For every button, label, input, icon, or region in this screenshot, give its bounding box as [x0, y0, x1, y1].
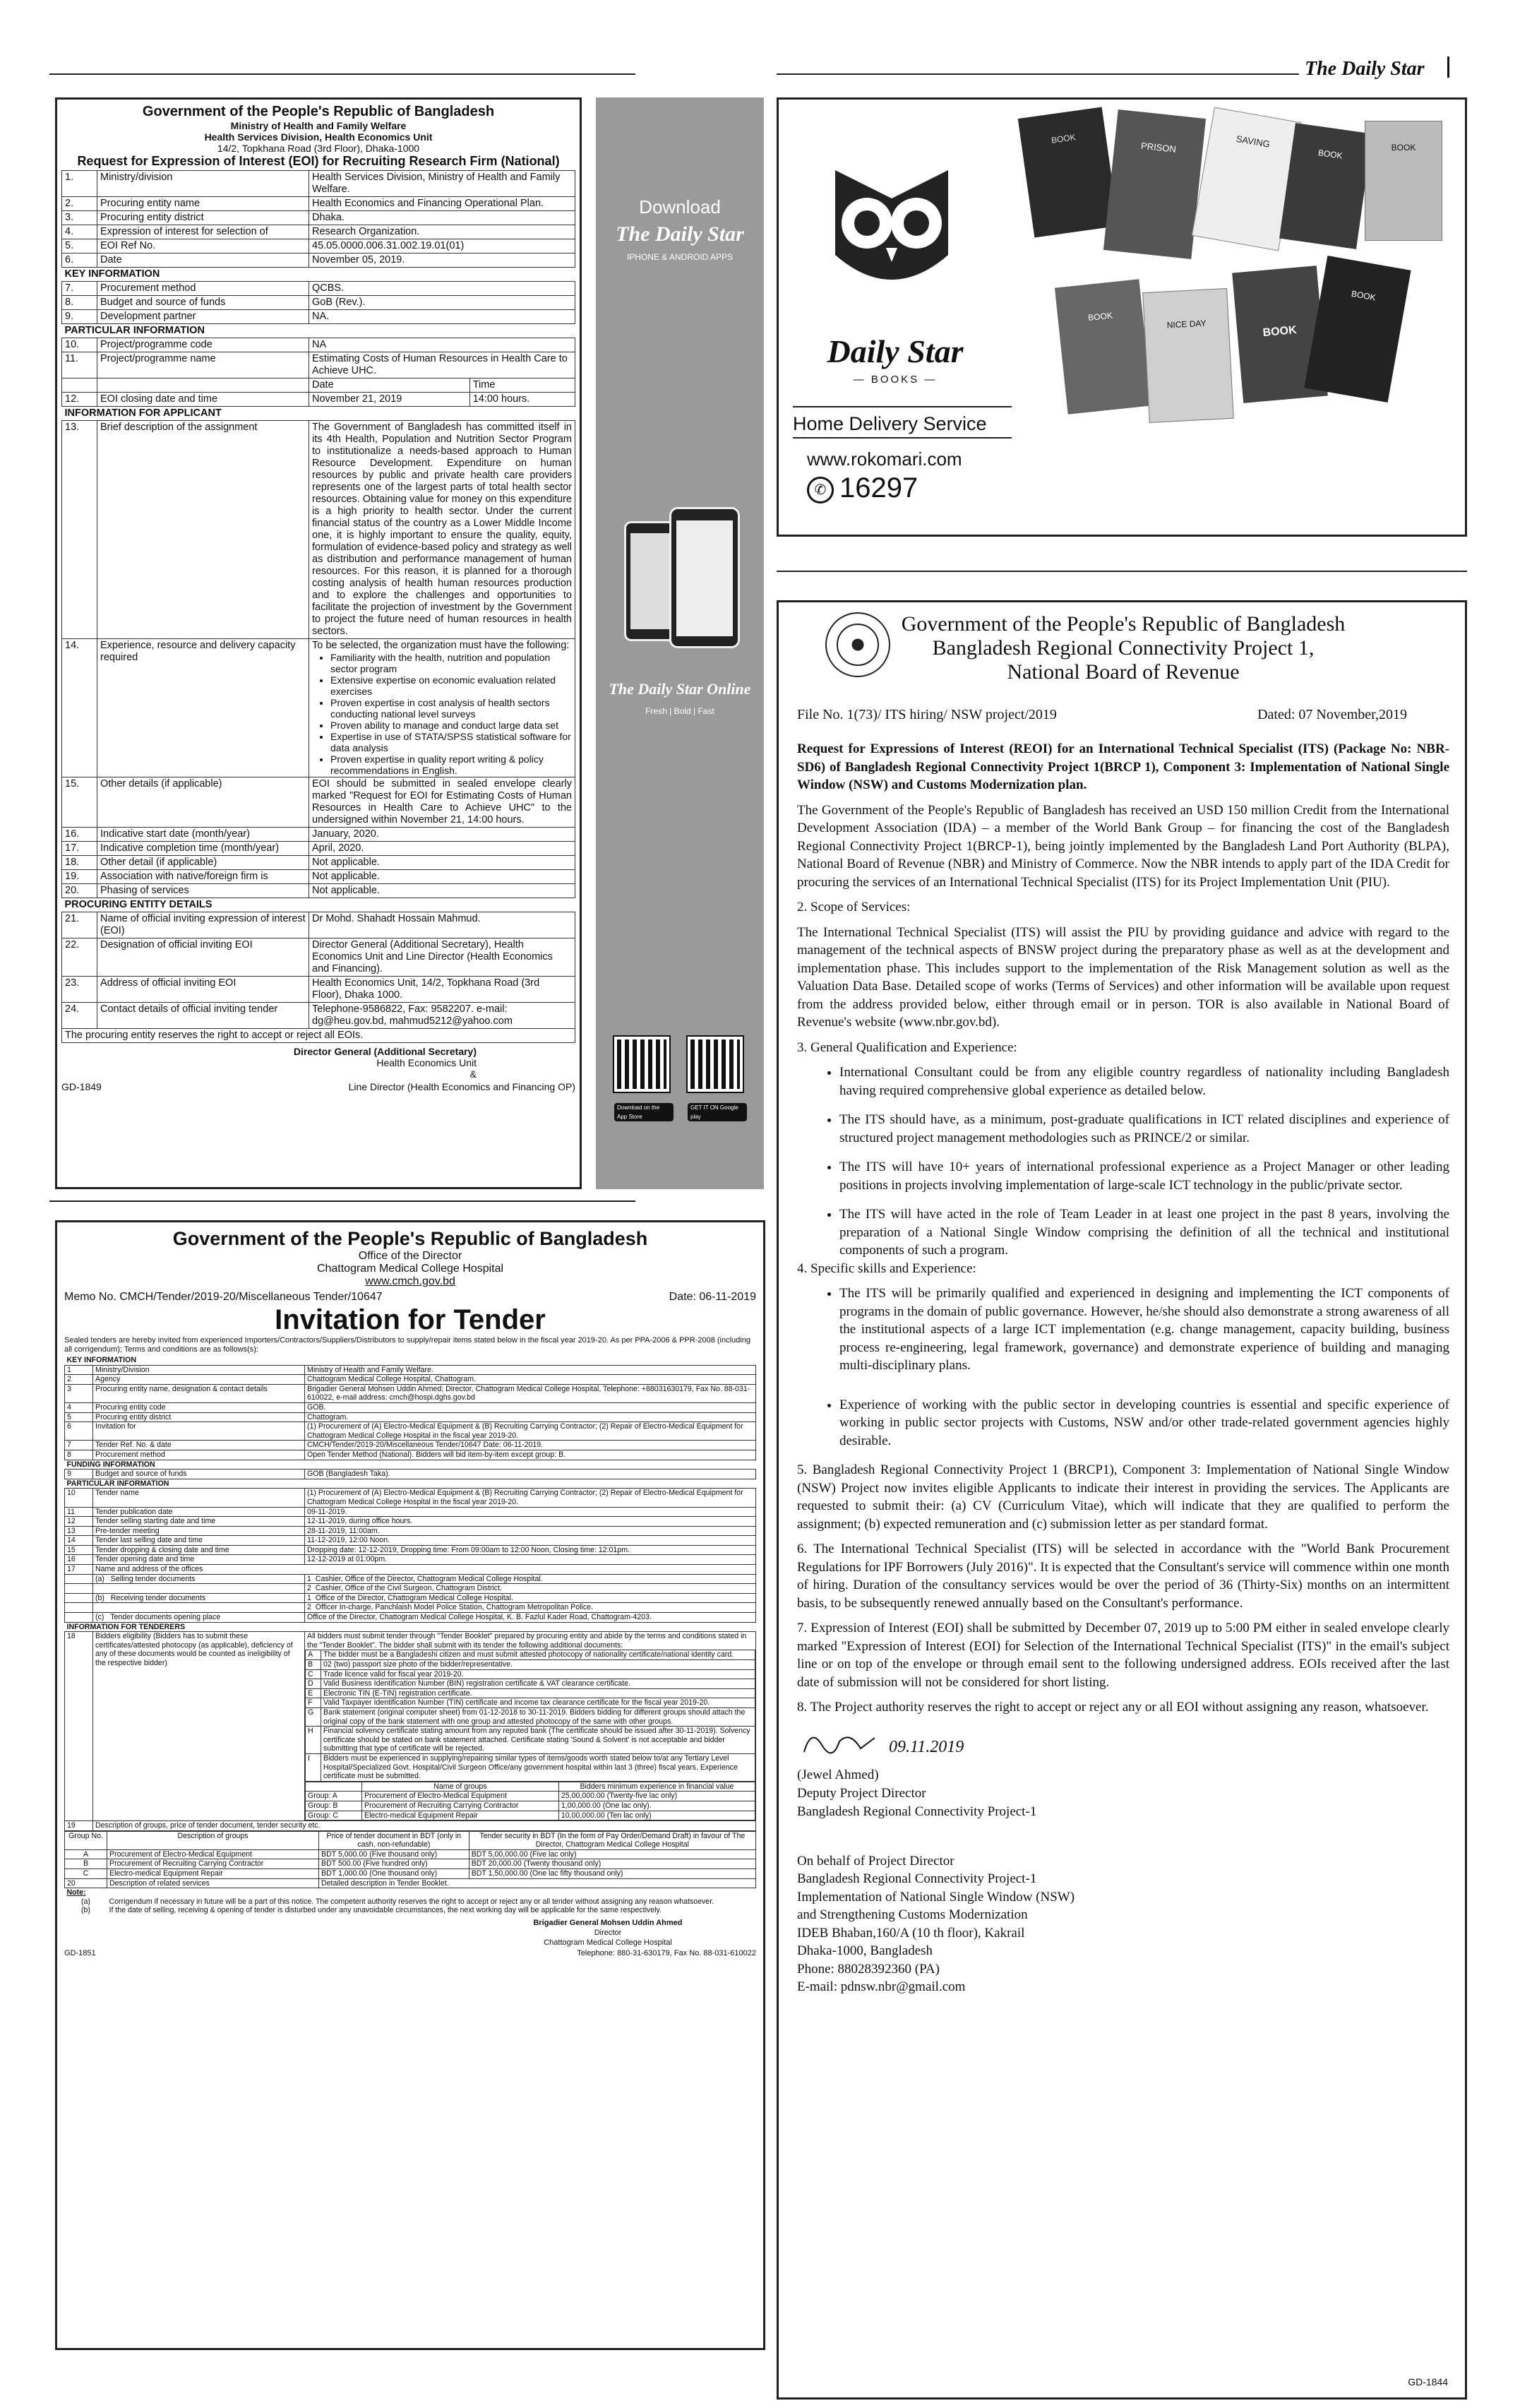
table-row: G Bank statement (original computer sheet) from 01-12-2018 to 30-11-2019. Bidders bidding for different groups should attach the original copy of the bank statement with one group and attested photocopy of the same with other groups.: [306, 1707, 755, 1726]
masthead-title: The Daily Star: [1305, 58, 1425, 80]
book-cover: SAVING: [1192, 107, 1301, 251]
table-row: 2 Agency Chattogram Medical College Hospital, Chattogram.: [65, 1375, 756, 1385]
ad2-footer: GD-1851 Telephone: 880-31-630179, Fax No. 88-031-610022: [64, 1949, 756, 1958]
promo-apps: IPHONE & ANDROID APPS: [626, 252, 734, 262]
top-rule-left: [49, 73, 635, 75]
ad3-scope-heading: 2. Scope of Services:: [797, 900, 911, 914]
book-cover: BOOK: [1279, 123, 1372, 249]
list-item: • Extensive expertise on economic evaluation related exercises: [330, 674, 572, 697]
owl-logo-icon: [821, 156, 962, 297]
table-row: 9. Development partner NA.: [62, 310, 575, 324]
table-row: 14 Tender last selling date and time 11-12-2019, 12:00 Noon.: [65, 1536, 756, 1546]
books-sub: — BOOKS —: [853, 374, 938, 386]
section-rule: [777, 571, 1467, 572]
list-item: • Experience of working with the public sector in developing countries is essential and specific experience of working in public sector projects with Customs, NSW and/or other trade-related government agencies highly desirable.: [839, 1396, 1449, 1450]
promo-tagline: Fresh | Bold | Fast: [645, 706, 714, 716]
gd-code: GD-1849: [61, 1081, 102, 1092]
ad3-para7: 7. Expression of Interest (EOI) shall be submitted by December 07, 2019 up to 5:00 PM either in sealed envelope clearly marked "Expression of Interest (EOI) for Selection of the International Technical Specialist (ITS)" in the email's subject line or on top of the envelope or through email sent to the following undersigned address. EOIs received after the last date of submission will not be considered for short listing.: [797, 1621, 1449, 1690]
list-item: • Expertise in use of STATA/SPSS statistical software for data analysis: [330, 731, 572, 753]
ad2-office: Office of the Director: [358, 1250, 462, 1262]
table-row: 18 Bidders eligibility (Bidders has to submit these certificates/attested photocopy (as applicable), deficiency of any of these documents would be counted as ineligibility of the respective bidder) All bidders must submit tender through "Tender Booklet" prepared by procuring entity and abide by the terms and conditions stated in the "Tender Booklet". The bidder shall submit with its tender the following additional documents: A The bidder must be a Bangladeshi citizen and must submit attested photocopy of nationality certificate/national identity card. B 02 (two) passport size photo of the bidder/representative. C Trade licence valid for fiscal year 2019-20. D Valid Business Identification Number (BIN) registration certificate & VAT clearance certificate. E Electronic TIN (E-TIN) registration certificate. F Valid Taxpayer Identification Number (TIN) certificate and income tax clearance certificate for the fiscal year 2019-20. G Bank statement (original computer sheet) from 01-12-2018 to 30-11-2019. Bidders bidding for different groups should attach the original copy of the bank statement with one group and attested photocopy of the same with other groups. H Financial solvency certificate stating amount from any reputed bank (The certificate should be issued after 30-11-2019). Solvency certificate should be stated on bank statement attached. Certificate stating 'Sound & Solvent' is not acceptable and bidder submitting that type of certificate will be rejected. I Bidders must be experienced in supplying/repairing similar types of items/goods worth stated below to/at any Tertiary Level Hospital/Specialized Govt. Hospital/Civil Surgeon Office/any government hospital within last 3 (three) fiscal years. Experience certificate must be submitted. Name of groups Bidders minimum experience in financial value Group: A Procurement of Electro-Medical Equipment 25,00,000.00 (Twenty-five lac only) Group: B Procurement of Recruiting Carrying Contractor 1,00,000.00 (One lac only). Group: C Electro-medical Equipment Repair 10,00,000.00 (Ten lac only): [65, 1632, 756, 1821]
list-item: • Proven expertise in cost analysis of health sectors conducting national level surveys: [330, 697, 572, 720]
table-row: 5. EOI Ref No. 45.05.0000.006.31.002.19.01(01): [62, 239, 575, 254]
table-row: 10 Tender name (1) Procurement of (A) Electro-Medical Equipment & (B) Recruiting Carrying Contractor; (2) Repair of Electro-Medical Equipment for Chattogram Medical College Hospital in the fiscal year 2019-20.: [65, 1489, 756, 1507]
book-cover: BOOK: [1018, 107, 1118, 237]
book-cover: BOOK: [1232, 266, 1328, 403]
handwritten-signature: [797, 1724, 882, 1766]
books-brand: Daily Star: [827, 333, 964, 369]
table-row: A The bidder must be a Bangladeshi citizen and must submit attested photocopy of nationality certificate/national identity card.: [306, 1650, 755, 1660]
table-row: I Bidders must be experienced in supplying/repairing similar types of items/goods worth stated below to/at any Tertiary Level Hospital/Specialized Govt. Hospital/Civil Surgeon Office/any government hospital within last 3 (three) fiscal years. Experience certificate must be submitted.: [306, 1753, 755, 1781]
book-cover: PRISON: [1103, 109, 1206, 259]
ad1-title: Request for Expression of Interest (EOI) for Recruiting Research Firm (National): [77, 154, 560, 168]
table-row: C Electro-medical Equipment Repair BDT 1,000.00 (One thousand only) BDT 1,50,000.00 (One lac fifty thousand only): [65, 1869, 756, 1879]
list-item: • The ITS will have acted in the role of Team Leader in at least one project in the past 8 years, involving the preparation of a National Single Window comprising the definition of all the technical and institutional components of such a program.: [839, 1205, 1449, 1260]
ad2-table: KEY INFORMATION 1 Ministry/Division Ministry of Health and Family Welfare. 2 Agency Chattogram Medical College Hospital, Chattogram. 3 Procuring entity name, designation & contact details Brigadier General Mohsen Uddin Ahmed; Director, Chattogram Medical College Hospital, Telephone: +88031630179, Fax No. 88-031-610022, e-mail address: cmch@hospi.dghs.gov.bd 4 Procuring entity code GOB. 5 Procuring entity district Chattogram. 6 Invitation for (1) Procurement of (A) Electro-Medical Equipment & (B) Recruiting Carrying Contractor; (2) Repair of Electro-Medical Equipment for Chattogram Medical College Hospital in the fiscal year 2019-20. 7 Tender Ref. No. & date CMCH/Tender/2019-20/Miscellaneous Tender/10647 Date: 06-11-2019. 8 Procurement method Open Tender Method (National). Bidders will bid item-by-item except group: B. FUNDING INFORMATION 9 Budget and source of funds GOB (Bangladesh Taka). PARTICULAR INFORMATION 10 Tender name (1) Procurement of (A) Electro-Medical Equipment & (B) Recruiting Carrying Contractor; (2) Repair of Electro-Medical Equipment for Chattogram Medical College Hospital in the fiscal year 2019-20. 11 Tender publication date 09-11-2019. 12 Tender selling starting date and time 12-11-2019, during office hours. 13 Pre-tender meeting 28-11-2019, 11:00am. 14 Tender last selling date and time 11-12-2019, 12:00 Noon. 15 Tender dropping & closing date and time Dropping date: 12-12-2019, Dropping time: From 09:00am to 12:00 Noon, Closing time: 12:01pm. 16 Tender opening date and time 12-12-2019 at 01:00pm. 17 Name and address of the offices (a) Selling tender documents 1 Cashier, Office of the Director, Chattogram Medical College Hospital. 2 Cashier, Office of the Civil Surgeon, Chattogram District. (b) Receiving tender documents 1 Office of the Director, Chattogram Medical College Hospital. 2 Officer In-charge, Panchlaish Model Police Station, Chattogram Metropolitan Police. (c) Tender documents opening place Office of the Director, Chattogram Medical College Hospital, K. B. Fazlul Kader Road, Chattogram-4203. INFORMATION FOR TENDERERS 18 Bidders eligibility (Bidders has to submit these certificates/attested photocopy (as applicable), deficiency of any of these documents would be counted as ineligibility of the respective bidder) All bidders must submit tender through "Tender Booklet" prepared by procuring entity and abide by the terms and conditions stated in the "Tender Booklet". The bidder shall submit with its tender the following additional documents: A The bidder must be a Bangladeshi citizen and must submit attested photocopy of nationality certificate/national identity card. B 02 (two) passport size photo of the bidder/representative. C Trade licence valid for fiscal year 2019-20. D Valid Business Identification Number (BIN) registration certificate & VAT clearance certificate. E Electronic TIN (E-TIN) registration certificate. F Valid Taxpayer Identification Number (TIN) certificate and income tax clearance certificate for the fiscal year 2019-20. G Bank statement (original computer sheet) from 01-12-2018 to 30-11-2019. Bidders bidding for different groups should attach the original copy of the bank statement with one group and attested photocopy of the same with other groups. H Financial solvency certificate stating amount from any reputed bank (The certificate should be issued after 30-11-2019). Solvency certificate should be stated on bank statement attached. Certificate stating 'Sound & Solvent' is not acceptable and bidder submitting that type of certificate will be rejected. I Bidders must be experienced in supplying/repairing similar types of items/goods worth stated below to/at any Tertiary Level Hospital/Specialized Govt. Hospital/Civil Surgeon Office/any government hospital within last 3 (three) fiscal years. Experience certificate must be submitted. Name of groups Bidders minimum experience in financial value Group: A Procurement of Electro-Medical Equipment 25,00,000.00 (Twenty-five lac only) Group: B Procurement of Recruiting Carrying Contractor 1,00,000.00 (One lac only). Group: C Electro-medical Equipment Repair 10,00,000.00 (Ten lac only) 19 Description of groups, price of tender document, tender security etc.: [64, 1356, 756, 1831]
ad3-file-line: File No. 1(73)/ ITS hiring/ NSW project/2019 Dated: 07 November,2019: [797, 707, 1407, 722]
ad1-address: 14/2, Topkhana Road (3rd Floor), Dhaka-1000: [217, 143, 420, 154]
experience-list: [330, 652, 572, 776]
table-row: F Valid Taxpayer Identification Number (TIN) certificate and income tax clearance certificate for the fiscal year 2019-20.: [306, 1698, 755, 1708]
gd-code: GD-1851: [64, 1949, 96, 1958]
ad2-signature: Brigadier General Mohsen Uddin Ahmed Director Chattogram Medical College Hospital: [533, 1919, 683, 1948]
list-item: • International Consultant could be from any eligible country regardless of nationality including Bangladesh having required comprehensive global experience as detailed below.: [839, 1063, 1449, 1099]
ad3-skills-heading: 4. Specific skills and Experience:: [797, 1260, 976, 1276]
ad2-title: Invitation for Tender: [275, 1304, 546, 1335]
section-rule: [49, 1200, 635, 1202]
ad3-para1: The Government of the People's Republic of Bangladesh has received an USD 150 million Credit from the International Development Association (IDA) – a member of the World Bank Group – for financing the cost of the Bangladesh Regional Connectivity Project 1(BRCP-1), being jointly implemented by the Bangladesh Land Port Authority (BLPA), National Board of Revenue (NBR) and Ministry of Commerce. Now the NBR intends to apply part of the IDA Credit for procuring the services of an International Technical Specialist (ITS) for its Project Implementation Unit (PIU).: [797, 802, 1449, 890]
table-row: 24. Contact details of official inviting tender Telephone-9586822, Fax: 9582207. e-mail: dg@heu.gov.bd, mahmud5212@yahoo.com: [62, 1003, 575, 1029]
daily-star-books-ad[interactable]: [777, 97, 1467, 537]
table-row: 6. Date November 05, 2019.: [62, 254, 575, 268]
table-row: 13 Pre-tender meeting 28-11-2019, 11:00am.: [65, 1526, 756, 1536]
ad3-para8: 8. The Project authority reserves the right to accept or reject any or all EOI without assigning any reason, whatsoever.: [797, 1700, 1429, 1715]
table-row: 21. Name of official inviting expression of interest (EOI) Dr Mohd. Shahadt Hossain Mahmud.: [62, 912, 575, 938]
top-rule-right: [777, 73, 1299, 75]
table-row: H Financial solvency certificate stating amount from any reputed bank (The certificate should be issued after 30-11-2019). Solvency certificate should be stated on bank statement attached. Certificate stating 'Sound & Solvent' is not acceptable and bidder submitting that type of certificate will be rejected.: [306, 1727, 755, 1754]
table-row: 11 Tender publication date 09-11-2019.: [65, 1507, 756, 1517]
table-row: 20 Description of related services Detailed description in Tender Booklet.: [65, 1878, 756, 1888]
books-service: Home Delivery Service: [793, 413, 987, 434]
ad2-website[interactable]: www.cmch.gov.bd: [365, 1275, 455, 1287]
table-row: 15 Tender dropping & closing date and time Dropping date: 12-12-2019, Dropping time: From 09:00am to 12:00 Noon, Closing time: 12:01pm.: [65, 1545, 756, 1555]
ad3-signer: (Jewel Ahmed) Deputy Project Director Bangladesh Regional Connectivity Project-1: [797, 1767, 1037, 1819]
ad3-address: On behalf of Project Director Bangladesh Regional Connectivity Project-1 Implementation of National Single Window (NSW) and Strengthening Customs Modernization IDEB Bhaban,160/A (10 th floor), Kakrail Dhaka-1000, Bangladesh Phone: 88028392360 (PA) E-mail: pdnsw.nbr@gmail.com: [797, 1852, 1449, 1996]
table-row: 8 Procurement method Open Tender Method (National). Bidders will bid item-by-item except group: B.: [65, 1450, 756, 1460]
masthead-bar: [1447, 56, 1449, 78]
reoi-nbr-ad: [777, 600, 1467, 2400]
table-row: 3 Procuring entity name, designation & contact details Brigadier General Mohsen Uddin Ahmed; Director, Chattogram Medical College Hospital, Telephone: +88031630179, Fax No. 88-031-610022, e-mail address: cmch@hospi.dghs.gov.bd: [65, 1384, 756, 1402]
list-item: • The ITS will have 10+ years of international professional experience as a Project Manager or other leading positions in projects involving implementation of large-scale ICT technology in the public/private sector.: [839, 1158, 1449, 1194]
table-row: 19 Description of groups, price of tender document, tender security etc.: [65, 1821, 756, 1831]
ad1-ministry: Ministry of Health and Family Welfare: [230, 120, 407, 131]
table-row: 3. Procuring entity district Dhaka.: [62, 211, 575, 225]
table-row: 1 Ministry/Division Ministry of Health and Family Welfare.: [65, 1365, 756, 1375]
ad1-table: [61, 170, 575, 1043]
qr-code-ios[interactable]: [614, 1037, 669, 1092]
list-item: • The ITS should have, as a minimum, post-graduate qualifications in ICT related disciplines and experience of structured project management methodologies such as PRINCE/2 or similar.: [839, 1111, 1449, 1147]
table-row: Group: A Procurement of Electro-Medical Equipment 25,00,000.00 (Twenty-five lac only): [306, 1792, 755, 1801]
table-row: 20. Phasing of services Not applicable.: [62, 884, 575, 898]
table-row: 18. Other detail (if applicable) Not applicable.: [62, 856, 575, 870]
ad1-gov: Government of the People's Republic of Bangladesh: [142, 104, 495, 119]
table-row: 16. Indicative start date (month/year) January, 2020.: [62, 828, 575, 842]
app-store-badge[interactable]: Download on the App Store: [614, 1103, 674, 1121]
table-row: (a) Corrigendum if necessary in future will be a part of this notice. The competent authority reserves the right to accept or reject any or all tender without assigning any reason whatsoever.: [81, 1897, 714, 1906]
ad3-qualification-heading: 3. General Qualification and Experience:: [797, 1039, 1017, 1055]
skills-list: [839, 1285, 1449, 1450]
books-phone[interactable]: 16297: [839, 472, 918, 503]
table-row: 4. Expression of interest for selection of Research Organization.: [62, 225, 575, 239]
phone-call-icon: ✆: [807, 477, 834, 503]
list-item: • Familiarity with the health, nutrition and population sector program: [330, 652, 572, 674]
invitation-for-tender-ad: [55, 1220, 765, 2350]
table-row: 10. Project/programme code NA: [62, 338, 575, 352]
signature-block: [797, 1724, 1449, 1766]
promo-brand: The Daily Star: [616, 222, 744, 246]
table-row: Name of groups Bidders minimum experience in financial value: [306, 1782, 755, 1792]
eligibility-table: [305, 1650, 755, 1781]
ad2-intro: Sealed tenders are hereby invited from experienced Importers/Contractors/Suppliers/Distributors to supply/repair items stated below in the fiscal year 2019-20. As per PPA-2006 & PPR-2008 (including all corrigendum); Terms and conditions are as follows(s):: [64, 1336, 750, 1354]
table-row: (a) Selling tender documents 1 Cashier, Office of the Director, Chattogram Medical College Hospital.: [65, 1574, 756, 1584]
ad3-para6: 6. The International Technical Specialist (ITS) will be selected in accordance with the "World Bank Procurement Regulations for IPF Borrowers (July 2016)". It is expected that the Consultant's service will commence within one month of hiring. Duration of the consultancy services would be over the period of 36 (Thirty-Six) months on an intermittent basis, to be subsequently renewed annually based on the Consultant's performance.: [797, 1542, 1449, 1611]
table-row: 2 Officer In-charge, Panchlaish Model Police Station, Chattogram Metropolitan Police.: [65, 1603, 756, 1613]
table-row: 19. Association with native/foreign firm is Not applicable.: [62, 870, 575, 884]
ad3-project: Bangladesh Regional Connectivity Project 1,: [932, 636, 1315, 660]
book-cover: NICE DAY: [1142, 288, 1234, 423]
table-row: 12. EOI closing date and time November 21, 2019 14:00 hours.: [62, 393, 575, 407]
table-row: (b) Receiving tender documents 1 Office of the Director, Chattogram Medical College Hospital.: [65, 1593, 756, 1603]
table-row: A Procurement of Electro-Medical Equipment BDT 5,000.00 (Five thousand only) BDT 5,00,000.00 (Five lac only): [65, 1849, 756, 1859]
ad2-memo-line: Memo No. CMCH/Tender/2019-20/Miscellaneous Tender/10647 Date: 06-11-2019: [64, 1291, 756, 1303]
table-row: 23. Address of official inviting EOI Health Economics Unit, 14/2, Topkhana Road (3rd Floor), Dhaka 1000.: [62, 977, 575, 1003]
table-row: Group No. Description of groups Price of tender document in BDT (only in cash, non-refundable) Tender security in BDT (In the form of Pay Order/Demand Draft) in favour of The Director, Chattogram Medical College Hospital: [65, 1831, 756, 1849]
gd-code: GD-1844: [1408, 2376, 1448, 2388]
ad3-para5: 5. Bangladesh Regional Connectivity Project 1 (BRCP1), Component 3: Implementation of National Single Window (NSW) Project now invites eligible Applicants to indicate their interest in providing the services. The Applicants are requested to submit their: (a) CV (Curriculum Vitae), which will indicate that they are qualified to perform the assignment; (b) expected remuneration and (c) submission letter as per standard format.: [797, 1462, 1449, 1532]
promo-online: The Daily Star Online: [609, 680, 751, 698]
table-row: (b) If the date of selling, receiving & opening of tender is disturbed under any unavoidable circumstances, the next working day will be applicable for the same respectively.: [81, 1906, 662, 1915]
divider: [793, 437, 1012, 439]
table-row: 9 Budget and source of funds GOB (Bangladesh Taka).: [65, 1470, 756, 1479]
qr-code-android[interactable]: [688, 1037, 743, 1092]
phone-icon: [669, 507, 740, 648]
contact-email[interactable]: E-mail: pdnsw.nbr@gmail.com: [797, 1979, 966, 1994]
ad2-hospital: Chattogram Medical College Hospital: [316, 1263, 504, 1275]
books-site[interactable]: www.rokomari.com: [807, 448, 962, 470]
book-cover: BOOK: [1055, 279, 1152, 415]
ad1-division: Health Services Division, Health Economics Unit: [204, 131, 433, 143]
google-play-badge[interactable]: GET IT ON Google play: [688, 1103, 747, 1121]
ad3-gov: Government of the People's Republic of Bangladesh: [901, 612, 1346, 636]
ad1-footer: GD-1849 Line Director (Health Economics and Financing OP): [61, 1081, 575, 1092]
ad1-signature: Director General (Additional Secretary) Health Economics Unit &: [293, 1046, 477, 1080]
section-heading: PARTICULAR INFORMATION: [64, 325, 205, 336]
promo-download: Download: [639, 196, 721, 217]
table-row: (c) Tender documents opening place Office of the Director, Chattogram Medical College Hospital, K. B. Fazlul Kader Road, Chattogram-4203.: [65, 1613, 756, 1623]
table-row: Date Time: [62, 379, 575, 393]
ad3-para2: The International Technical Specialist (ITS) will assist the PIU by providing guidance and advice with regard to the management of the technical aspects of BNSW project during the preparatory phase as well as at the development and implementation phase. This includes support to the implementation of the Risk Management solution as well as the Valuation Data Base. Detailed scope of works (Terms of Services) and other information will be available upon request from the address provided below, either through email or in person. TOR is also available in National Board of Revenue's website (www.nbr.gov.bd).: [797, 924, 1449, 1030]
table-row: B Procurement of Recruiting Carrying Contractor BDT 500.00 (Five hundred only) BDT 20,000.00 (Twenty thousand only): [65, 1859, 756, 1869]
table-row: 13. Brief description of the assignment The Government of Bangladesh has committed itself in its 4th Health, Population and Nutrition Sector Program to institutionalize a needs-based approach to Human Resource Development. Expenditure on human resources by public and private health care providers represents one of the largest parts of total health sector resources. Obtaining value for money on this expenditure is a high priority to health sector. Under the current financial status of the country as a Lower Middle Income one, it is highly important to ensure the quality, equity, formulation of evidence-based policy and strategy as well as distribution and performance management of human resources. For this reason, it is planned for a thorough costing analysis of health human resources production and to explore the challenges and opportunities to facilitate the projection of investment by the Government to project the future need of human resources in health sectors.: [62, 421, 575, 639]
daily-star-app-promo[interactable]: [596, 97, 764, 1189]
ad3-board: National Board of Revenue: [1007, 660, 1240, 684]
table-row: 14. Experience, resource and delivery capacity required To be selected, the organization must have the following: • Familiarity with the health, nutrition and population sector program • Extensive expertise on economic evaluation related exercises • Proven expertise in cost analysis of health sectors conducting national level surveys • Proven ability to manage and conduct large data set • Expertise in use of STATA/SPSS statistical software for data analysis • Proven expertise in quality report writing & policy recommendations in English.: [62, 639, 575, 777]
table-row: 22. Designation of official inviting EOI Director General (Additional Secretary), Health Economics Unit and Line Director (Health Economics and Financing).: [62, 938, 575, 977]
table-row: 7. Procurement method QCBS.: [62, 282, 575, 296]
table-row: 1. Ministry/division Health Services Division, Ministry of Health and Family Welfare.: [62, 171, 575, 197]
table-row: 5 Procuring entity district Chattogram.: [65, 1412, 756, 1422]
table-row: 4 Procuring entity code GOB.: [65, 1402, 756, 1412]
section-heading: KEY INFORMATION: [64, 268, 160, 280]
divider: [793, 406, 1012, 407]
table-row: B 02 (two) passport size photo of the bidder/representative.: [306, 1660, 755, 1670]
bangladesh-emblem-icon: [825, 612, 890, 677]
table-row: 17 Name and address of the offices: [65, 1565, 756, 1575]
list-item: • Proven expertise in quality report writing & policy recommendations in English.: [330, 753, 572, 776]
group-experience-table: [305, 1782, 755, 1820]
table-row: C Trade licence valid for fiscal year 2019-20.: [306, 1669, 755, 1679]
list-item: • Proven ability to manage and conduct large data set: [330, 720, 572, 731]
table-row: 16 Tender opening date and time 12-12-2019 at 01:00pm.: [65, 1555, 756, 1565]
signature-date: 09.11.2019: [889, 1737, 964, 1756]
table-row: 2 Cashier, Office of the Civil Surgeon, Chattogram District.: [65, 1584, 756, 1594]
table-row: Group: B Procurement of Recruiting Carrying Contractor 1,00,000.00 (One lac only).: [306, 1801, 755, 1811]
list-item: • The ITS will be primarily qualified and experienced in designing and implementing the ICT components of programs in the domain of public governance. However, he/she should also demonstrate a strong awareness of all the institutional aspects of a large ICT implementation (e.g. change management, capacity building, business process re-engineering, legal framework, governance) and demonstrate experience of building and managing multi-disciplinary plans.: [839, 1285, 1449, 1375]
table-row: 7 Tender Ref. No. & date CMCH/Tender/2019-20/Miscellaneous Tender/10647 Date: 06-11-2019.: [65, 1441, 756, 1450]
table-row: Group: C Electro-medical Equipment Repair 10,00,000.00 (Ten lac only): [306, 1811, 755, 1820]
table-row: 17. Indicative completion time (month/year) April, 2020.: [62, 842, 575, 856]
reserve-note: The procuring entity reserves the right to accept or reject all EOIs.: [62, 1029, 575, 1043]
table-row: 12 Tender selling starting date and time 12-11-2019, during office hours.: [65, 1517, 756, 1527]
section-heading: INFORMATION FOR APPLICANT: [64, 407, 222, 419]
table-row: 2. Procuring entity name Health Economics and Financing Operational Plan.: [62, 197, 575, 211]
price-table: Group No. Description of groups Price of tender document in BDT (only in cash, non-refundable) Tender security in BDT (In the form of Pay Order/Demand Draft) in favour of The Director, Chattogram Medical College Hospital A Procurement of Electro-Medical Equipment BDT 5,000.00 (Five thousand only) BDT 5,00,000.00 (Five lac only) B Procurement of Recruiting Carrying Contractor BDT 500.00 (Five hundred only) BDT 20,000.00 (Twenty thousand only) C Electro-medical Equipment Repair BDT 1,000.00 (One thousand only) BDT 1,50,000.00 (One lac fifty thousand only) 20 Description of related services Detailed description in Tender Booklet. Note: (a) Corrigendum if necessary in future will be a part of this notice. The competent authority reserves the right to accept or reject any or all tender without assigning any reason whatsoever. (b) If the date of selling, receiving & opening of tender is disturbed under any unavoidable circumstances, the next working day will be applicable for the same respectively.: [64, 1831, 756, 1915]
table-row: 11. Project/programme name Estimating Costs of Human Resources in Health Care to Achieve UHC.: [62, 352, 575, 379]
ad2-gov: Government of the People's Republic of Bangladesh: [172, 1228, 648, 1249]
table-row: E Electronic TIN (E-TIN) registration certificate.: [306, 1688, 755, 1698]
section-heading: PROCURING ENTITY DETAILS: [64, 899, 213, 910]
table-row: D Valid Business Identification Number (BIN) registration certificate & VAT clearance certificate.: [306, 1679, 755, 1689]
table-row: 15. Other details (if applicable) EOI should be submitted in sealed envelope clearly marked "Request for EOI for Estimating Costs of Human Resources in Health Care to Achieve UHC" to the undersigned within November 21, 14:00 hours.: [62, 777, 575, 828]
ad3-heading: Request for Expressions of Interest (REOI) for an International Technical Specialist (ITS) (Package No: NBR-SD6) of Bangladesh Regional Connectivity Project 1(BRCP 1), Component 3: Implementation of National Single Window (NSW) and Customs Modernization plan.: [797, 741, 1449, 792]
table-row: 6 Invitation for (1) Procurement of (A) Electro-Medical Equipment & (B) Recruiting Carrying Contractor; (2) Repair of Electro-Medical Equipment for Chattogram Medical College Hospital in the fiscal year 2019-20.: [65, 1422, 756, 1441]
eoi-health-economics-ad: [55, 97, 582, 1189]
book-cover: BOOK: [1365, 121, 1442, 241]
book-cover: BOOK: [1304, 256, 1411, 403]
qualification-list: [839, 1063, 1449, 1260]
table-row: 8. Budget and source of funds GoB (Rev.).: [62, 296, 575, 310]
